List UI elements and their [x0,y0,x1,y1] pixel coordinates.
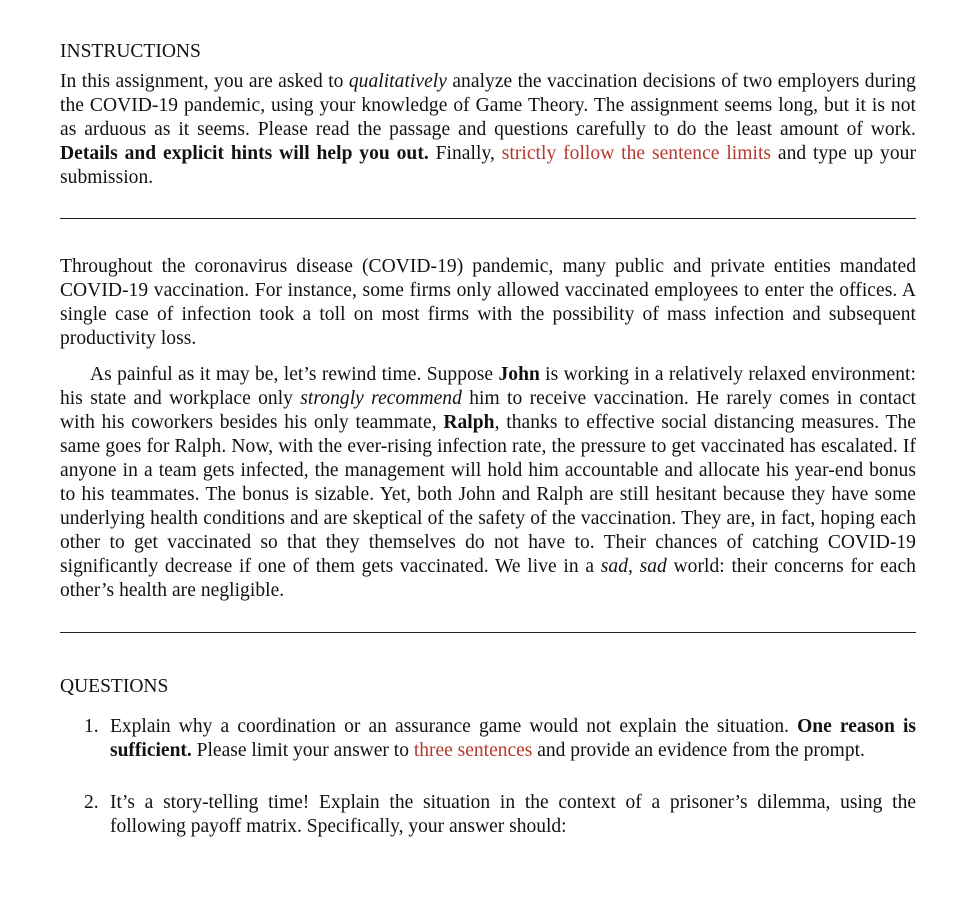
p2-text-c: him to receive vaccination. He rarely comes in contact with his coworkers besides his only teammate, [60,388,916,433]
p2-text-d: , thanks to effective social distancing measures. The same goes for Ralph. Now, with the ever-rising infection rate, the pressure to get vaccinated has escalated. If anyone in a team gets infected, the management will hold him accountable and allocate his year-end bonus to his teammates. The bonus is sizable. Yet, both John and Ralph are still hesitant because they have some underlying health conditions and are skeptical of the safety of the vaccination. They are, in fact, hoping each other to get vaccinated so that they themselves do not have to. Their chances of catching COVID-19 significantly decrease if one of them gets vaccinated. We live in a [60,412,916,577]
instructions-heading: INSTRUCTIONS [60,41,201,62]
sad-emphasis-2: sad [639,556,667,577]
p2-text-b: is working in a relatively relaxed environment: his state and workplace only [60,364,916,409]
hint-bold: Details and explicit hints will help you out. [60,143,429,164]
questions-heading: QUESTIONS [60,676,169,697]
question-2-number: 2. [84,792,99,813]
instructions-paragraph [60,70,916,190]
question-1 [60,715,916,763]
q1-text-c: and provide an evidence from the prompt. [532,740,865,761]
sad-emphasis-1: sad [600,556,628,577]
instructions-text-4: and type up your submission. [60,143,917,188]
document-page [60,40,916,839]
q1-text-a: Explain why a coordination or an assurance game would not explain the situation. [110,716,798,737]
sentence-limit-highlight: strictly follow the sentence limits [501,143,772,164]
question-2 [60,791,916,839]
p2-text-a: As painful as it may be, let’s rewind time. Suppose [90,364,499,385]
question-1-number: 1. [84,716,99,737]
p2-text-e: world: their concerns for each other’s health are negligible. [60,556,916,601]
q1-text-b: Please limit your answer to [191,740,414,761]
instructions-text-2: analyze the vaccination decisions of two employers during the COVID-19 pandemic, using your knowledge of Game Theory. The assignment seems long, but it is not as arduous as it seems. Please read the passage and questions carefully to do the least amount of work. [60,71,916,140]
strongly-recommend-emphasis: strongly recommend [300,388,462,409]
p2-comma: , [628,556,640,577]
divider-bottom [60,632,916,633]
q2-text-a: It’s a story-telling time! Explain the situation in the context of a prisoner’s dilemma, using the following payoff matrix. Specifically, your answer should: [110,792,916,837]
divider-top [60,218,916,219]
john-name: John [498,364,540,385]
three-sentences-highlight: three sentences [413,740,533,761]
qualitatively-emphasis: qualitatively [348,71,447,92]
passage-paragraph-2 [60,363,916,603]
ralph-name: Ralph [443,412,495,433]
instructions-text-3: Finally, [428,143,502,164]
instructions-text-1: In this assignment, you are asked to [60,71,349,92]
questions-list [60,715,916,839]
q1-bold: One reason is sufficient. [110,716,916,761]
passage-paragraph-1: Throughout the coronavirus disease (COVID-19) pandemic, many public and private entities mandated COVID-19 vaccination. For instance, some firms only allowed vaccinated employees to enter the offices. A single case of infection took a toll on most firms with the possibility of mass infection and subsequent productivity loss. [60,256,916,349]
